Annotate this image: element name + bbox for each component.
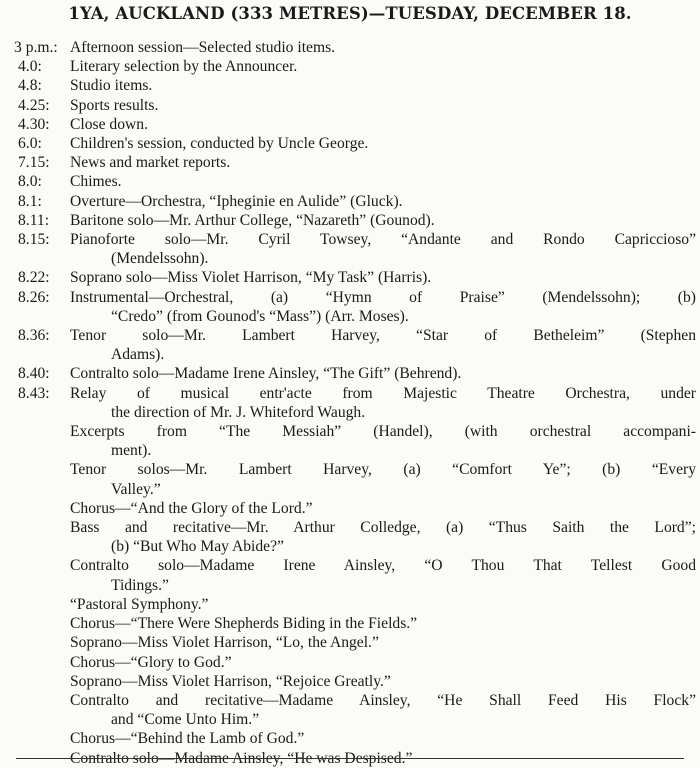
sub-entry-continuation: ment). (111, 442, 152, 460)
entry-time: 8.11: (18, 211, 50, 229)
entry-time: 7.15: (18, 154, 50, 172)
entry-time: 8.22: (18, 269, 50, 287)
entry-text: Chimes. (70, 173, 122, 191)
entry-text: News and market reports. (70, 154, 231, 172)
programme-entry (0, 38, 700, 57)
sub-entry-continuation: and “Come Unto Him.” (111, 711, 260, 729)
entry-text: Overture—Orchestra, “Ipheginie en Aulide” (Gluck). (70, 192, 403, 210)
programme-entry (0, 268, 700, 287)
entry-text: Children's session, conducted by Uncle George. (70, 135, 369, 153)
entry-text: Tenor solo—Mr. Lambert Harvey, “Star of Betheleim” (Stephen (70, 327, 696, 345)
sub-entry (0, 653, 700, 672)
entry-text: Sports results. (70, 96, 159, 114)
entry-text: Contralto solo—Madame Irene Ainsley, “The Gift” (Behrend). (70, 365, 462, 383)
programme-entry (0, 76, 700, 95)
sub-entry-continuation: Tidings.” (111, 576, 169, 594)
entry-time: 8.0: (18, 173, 42, 191)
sub-entry (0, 460, 700, 498)
entry-time: 8.43: (18, 384, 50, 402)
entry-text: Afternoon session—Selected studio items. (70, 39, 336, 56)
sub-entry-continuation: (b) “But Who May Abide?” (111, 538, 284, 556)
programme-list (0, 38, 700, 768)
entry-text: Pianoforte solo—Mr. Cyril Towsey, “Andante and Rondo Capriccioso” (70, 231, 696, 249)
programme-entry (0, 57, 700, 76)
programme-entry (0, 288, 700, 326)
entry-time: 8.40: (18, 365, 50, 383)
programme-entry (0, 230, 700, 268)
sub-entry-text: Contralto solo—Madame Ainsley, “He was Despised.” (70, 749, 413, 767)
entry-text: Baritone solo—Mr. Arthur College, “Nazareth” (Gounod). (70, 211, 435, 229)
sub-entry-text: Bass and recitative—Mr. Arthur Colledge, (a) “Thus Saith the Lord”; (70, 519, 696, 537)
sub-entry (0, 518, 700, 556)
sub-entry-text: Soprano—Miss Violet Harrison, “Rejoice Greatly.” (70, 672, 391, 690)
programme-heading: 1YA, AUCKLAND (333 METRES)—TUESDAY, DECEMBER 18. (68, 4, 632, 23)
sub-entry-text: Chorus—“Behind the Lamb of God.” (70, 730, 305, 748)
sub-entry (0, 672, 700, 691)
entry-text: Instrumental—Orchestral, (a) “Hymn of Praise” (Mendelssohn); (b) (70, 288, 696, 306)
sub-entry-text: Excerpts from “The Messiah” (Handel), (with orchestral accompani- (70, 423, 696, 441)
entry-time: 4.0: (18, 58, 42, 76)
sub-entry (0, 691, 700, 729)
entry-time: 8.15: (18, 231, 50, 249)
sub-entry-text: Soprano—Miss Violet Harrison, “Lo, the Angel.” (70, 634, 379, 652)
entry-time: 4.8: (18, 77, 42, 95)
sub-entry (0, 729, 700, 748)
bottom-rule (16, 758, 684, 759)
programme-entry (0, 211, 700, 230)
sub-entry (0, 556, 700, 594)
entry-time: 8.26: (18, 288, 50, 306)
entry-text: Studio items. (70, 77, 153, 95)
sub-entry (0, 595, 700, 614)
sub-entry-text: “Pastoral Symphony.” (70, 595, 209, 613)
sub-entry-text: Chorus—“Glory to God.” (70, 653, 232, 671)
sub-entry (0, 614, 700, 633)
sub-entry (0, 633, 700, 652)
programme-entry (0, 115, 700, 134)
programme-entry (0, 96, 700, 115)
entry-time: 4.30: (18, 115, 50, 133)
entry-time: 4.25: (18, 96, 50, 114)
entry-text: Close down. (70, 115, 148, 133)
entry-continuation: the direction of Mr. J. Whiteford Waugh. (111, 403, 366, 421)
entry-text: Relay of musical entr'acte from Majestic Theatre Orchestra, under (70, 384, 696, 402)
sub-entry-continuation: Valley.” (111, 480, 161, 498)
programme-entry (0, 172, 700, 191)
programme-entry (0, 326, 700, 364)
sub-entry-text: Contralto and recitative—Madame Ainsley, “He Shall Feed His Flock” (70, 691, 696, 709)
sub-entry-text: Chorus—“There Were Shepherds Biding in the Fields.” (70, 615, 418, 633)
sub-entry (0, 422, 700, 460)
sub-entry (0, 499, 700, 518)
sub-entry-text: Contralto solo—Madame Irene Ainsley, “O Thou That Tellest Good (70, 557, 696, 575)
programme-entry (0, 134, 700, 153)
entry-text: Soprano solo—Miss Violet Harrison, “My Task” (Harris). (70, 269, 432, 287)
entry-continuation: Adams). (111, 346, 165, 364)
programme-entry (0, 364, 700, 383)
entry-continuation: “Credo” (from Gounod's “Mass”) (Arr. Moses). (111, 307, 409, 325)
entry-time: 6.0: (18, 135, 42, 153)
entry-continuation: (Mendelssohn). (111, 250, 209, 268)
entry-time: 8.1: (18, 192, 42, 210)
sub-entry-text: Chorus—“And the Glory of the Lord.” (70, 499, 313, 517)
sub-entry-text: Tenor solos—Mr. Lambert Harvey, (a) “Comfort Ye”; (b) “Every (70, 461, 696, 479)
programme-entry (0, 384, 700, 422)
entry-time: 3 p.m.: (14, 39, 58, 56)
programme-entry (0, 153, 700, 172)
entry-time: 8.36: (18, 327, 50, 345)
programme-entry (0, 192, 700, 211)
entry-text: Literary selection by the Announcer. (70, 58, 298, 76)
